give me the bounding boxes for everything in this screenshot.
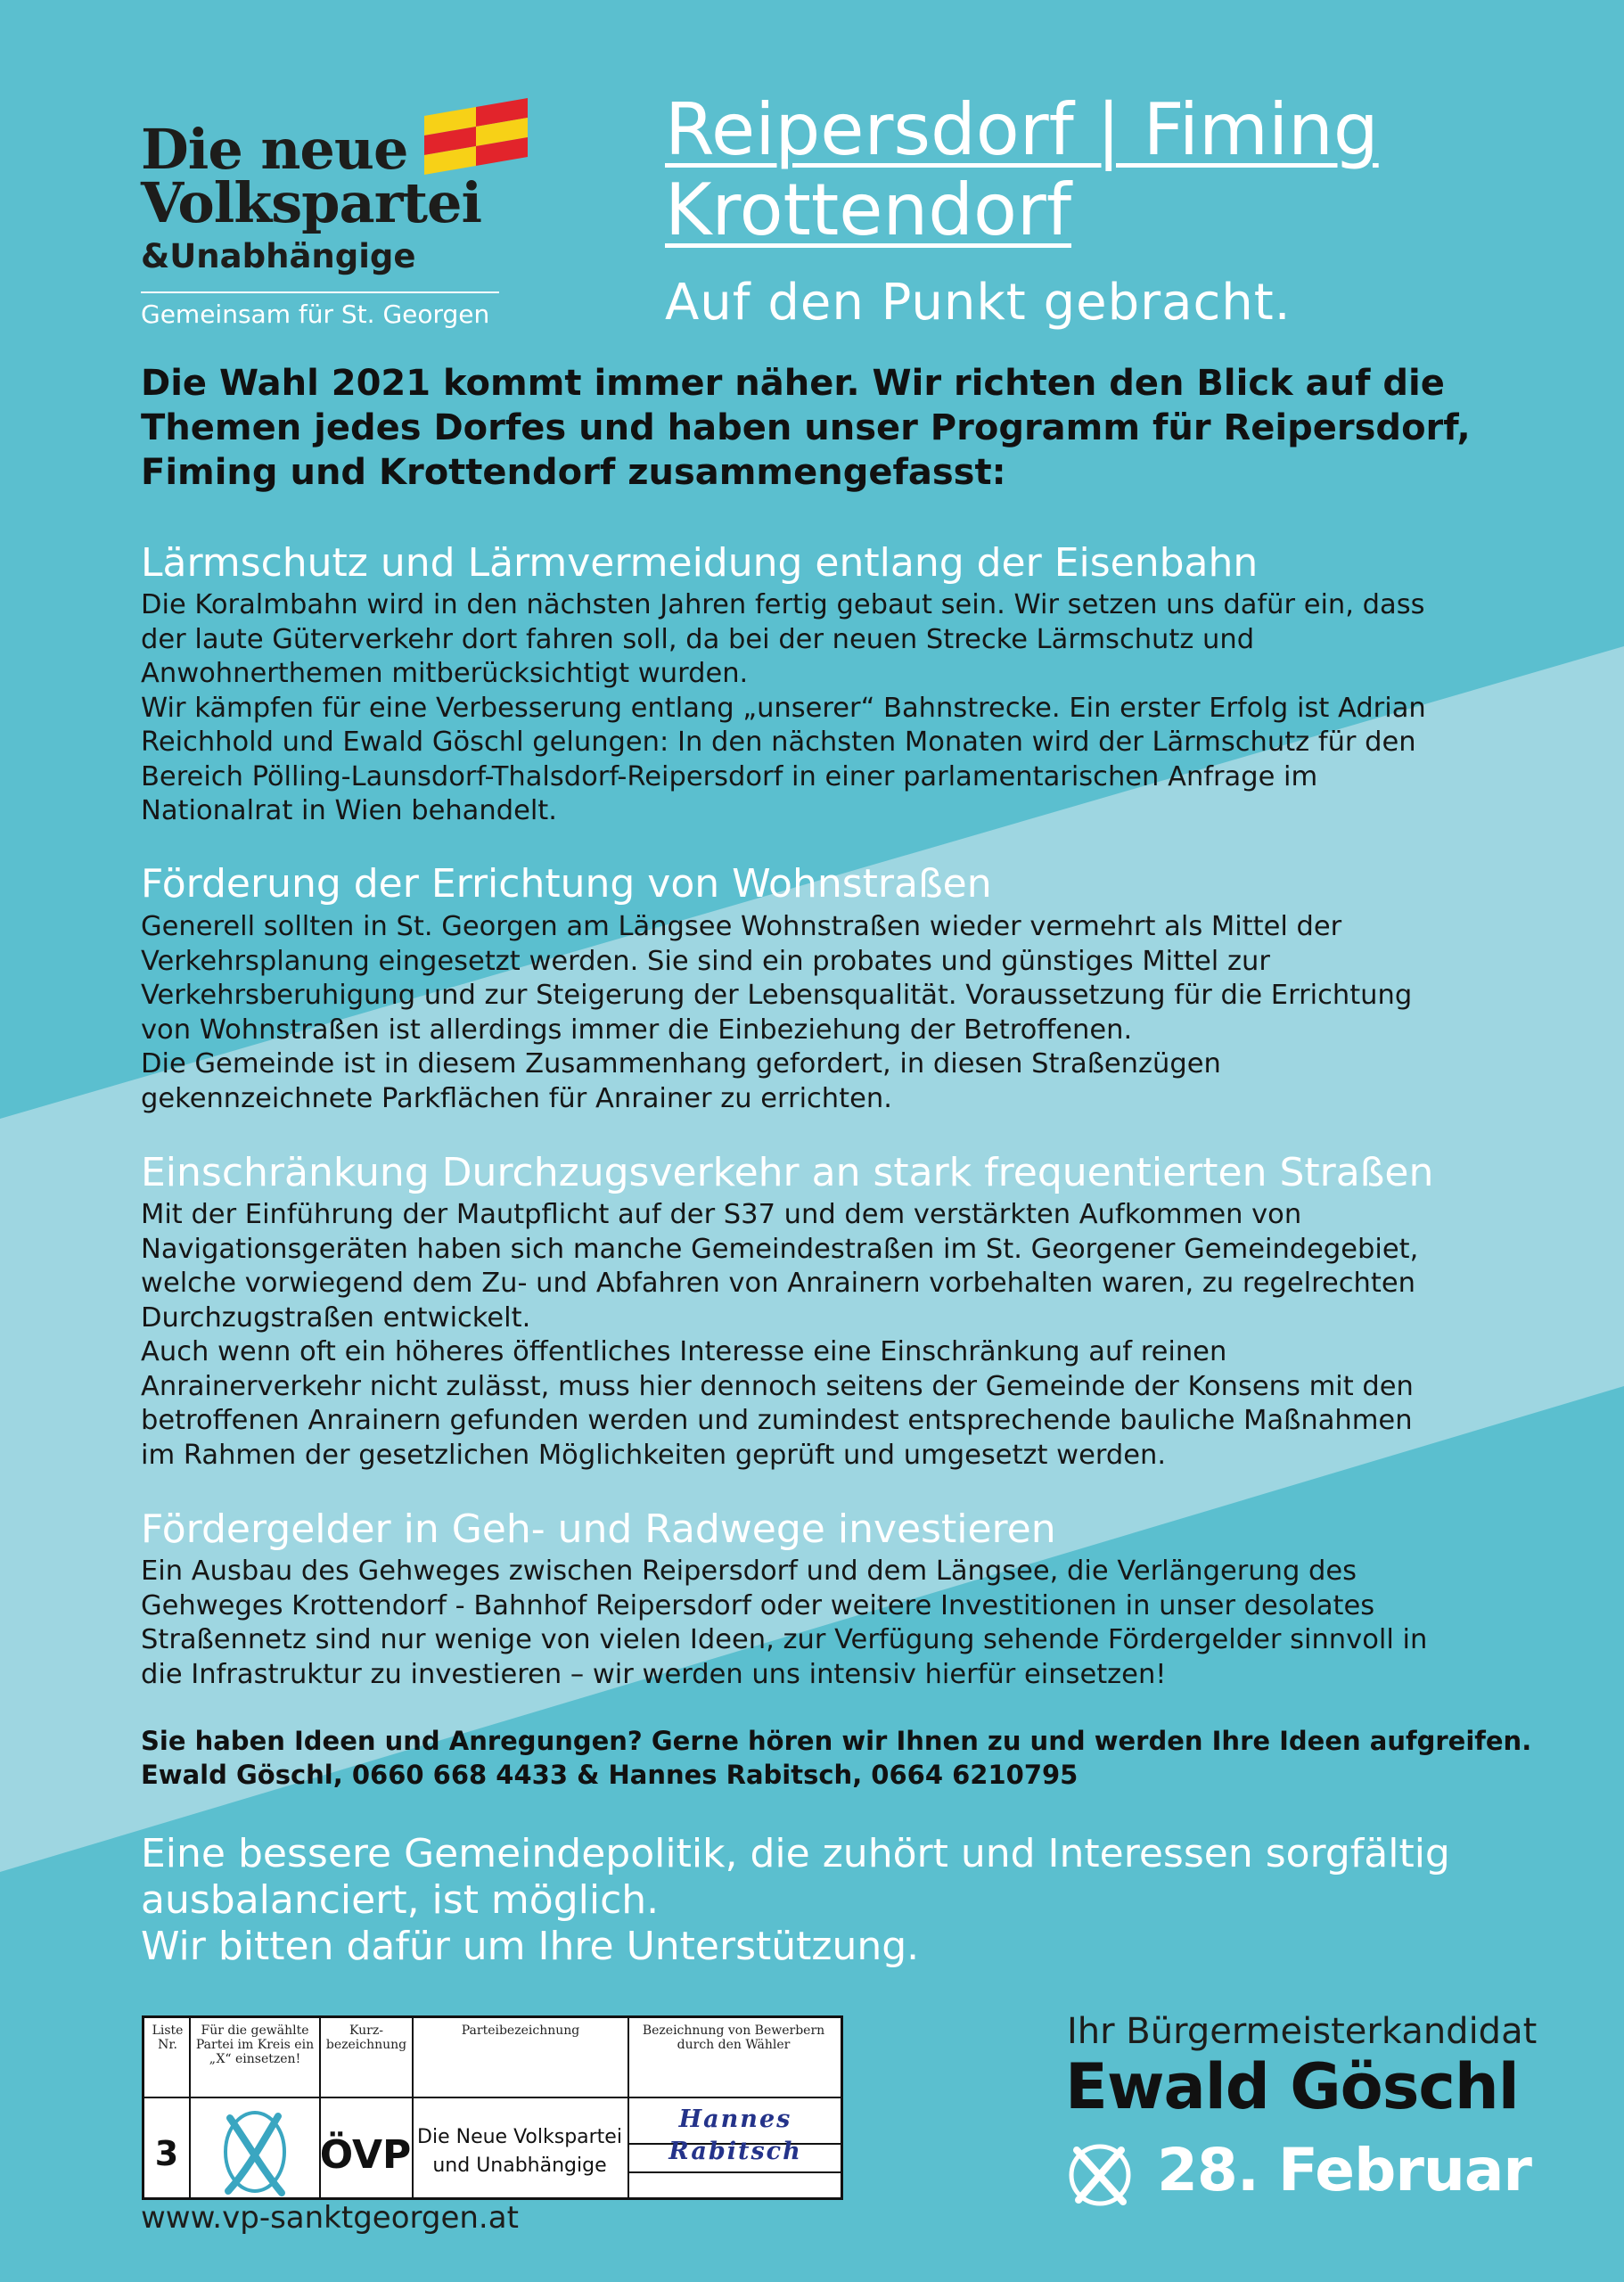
circle-x-vote-icon [1066, 2141, 1134, 2209]
section-heading-durchzugsverkehr: Einschränkung Durchzugsverkehr an stark frequentierten Straßen [141, 1150, 1434, 1195]
ballot-list-number: 3 [154, 2134, 179, 2173]
section-body-wohnstrassen: Generell sollten in St. Georgen am Längsee Wohnstraßen wieder vermehrt als Mittel der Verkehrsplanung eingesetzt werden. Sie sind ein probates und günstiges Mittel zur Verkehrsberuhigung und zur Steigerung der Lebensqualität. Voraussetzung für die Errichtung von Wohnstraßen ist allerdings immer die Einbeziehung der Betroffenen. Die Gemeinde ist in diesem Zusammenhang gefordert, in diesen Straßenzügen gekennzeichnete Parkflächen für Anrainer zu errichten. [141, 911, 1413, 1114]
ballot-party-line2: und Unabhängige [432, 2155, 607, 2177]
section-body-geh-radwege: Ein Ausbau des Gehweges zwischen Reipersdorf und dem Längsee, die Verlängerung des Gehweges Krottendorf - Bahnhof Reipersdorf oder weitere Investitionen in unser desolates Straßennetz sind nur wenige von vielen Ideen, zur Verfügung sehende Fördergelder sinnvoll in die Infrastruktur zu investieren – wir werden uns intensiv hierfür einsetzen! [141, 1556, 1428, 1690]
ballot-written-name1: Hannes [678, 2106, 792, 2133]
section-heading-laermschutz: Lärmschutz und Lärmvermeidung entlang der Eisenbahn [141, 540, 1259, 586]
ballot-header-candidates: Bezeichnung von Bewerbern durch den Wähler [642, 2023, 825, 2052]
logo-text-die-neue: Die neue [141, 117, 408, 182]
ballot-circle-x-icon [217, 2102, 292, 2200]
candidate-name: Ewald Göschl [1065, 2050, 1519, 2123]
ballot-party-line1: Die Neue Volkspartei [417, 2126, 622, 2148]
sample-ballot [142, 2015, 843, 2200]
logo-flag-icon [424, 96, 528, 180]
candidate-label: Ihr Bürgermeisterkandidat [1067, 2011, 1538, 2052]
logo-text-unabhaengige: &Unabhängige [141, 237, 416, 275]
logo-text-volkspartei: Volkspartei [141, 170, 482, 235]
ballot-short-name: ÖVP [319, 2132, 412, 2178]
ballot-header-mark: Für die gewählte Partei im Kreis ein „X“ einsetzen! [195, 2023, 315, 2066]
election-date: 28. Februar [1157, 2136, 1531, 2204]
ballot-header-short-name: Kurz-bezeichnung [325, 2023, 407, 2052]
contact-line2: Ewald Göschl, 0660 668 4433 & Hannes Rabitsch, 0664 6210795 [141, 1760, 1079, 1790]
ballot-header-list-number: Liste Nr. [152, 2023, 184, 2052]
ballot-written-name2: Rabitsch [668, 2138, 802, 2165]
ballot-header-party: Parteibezeichnung [461, 2023, 580, 2038]
header-slogan: Auf den Punkt gebracht. [665, 274, 1292, 332]
header-title-line2: Krottendorf [665, 168, 1071, 251]
header-title-line1: Reipersdorf | Fiming [665, 88, 1379, 171]
section-body-durchzugsverkehr: Mit der Einführung der Mautpflicht auf der S37 und dem verstärkten Aufkommen von Navigationsgeräten haben sich manche Gemeindestraßen im St. Georgener Gemeindegebiet, welche vorwiegend dem Zu- und Abfahren von Anrainern vorbehalten waren, zu regelrechten Durchzugstraßen entwickelt. Auch wenn oft ein höheres öffentliches Interesse eine Einschränkung auf reinen Anrainerverkehr nicht zulässt, muss hier dennoch seitens der Gemeinde der Konsens mit den betroffenen Anrainern gefunden werden und zumindest entsprechende bauliche Maßnahmen im Rahmen der gesetzlichen Möglichkeiten geprüft und umgesetzt werden. [141, 1199, 1419, 1471]
section-heading-wohnstrassen: Förderung der Errichtung von Wohnstraßen [141, 861, 992, 907]
contact-line1: Sie haben Ideen und Anregungen? Gerne hören wir Ihnen zu und werden Ihre Ideen aufgreifen. [141, 1726, 1532, 1756]
intro-text: Die Wahl 2021 kommt immer näher. Wir richten den Blick auf die Themen jedes Dorfes und haben unser Programm für Reipersdorf, Fiming und Krottendorf zusammengefasst: [141, 363, 1471, 493]
logo-tagline: Gemeinsam für St. Georgen [141, 300, 490, 329]
website-url[interactable]: www.vp-sanktgeorgen.at [141, 2200, 519, 2236]
section-heading-geh-radwege: Fördergelder in Geh- und Radwege investieren [141, 1506, 1056, 1552]
closing-statement: Eine bessere Gemeindepolitik, die zuhört und Interessen sorgfältig ausbalanciert, ist möglich. Wir bitten dafür um Ihre Unterstützung. [141, 1831, 1450, 1969]
ballot-party-name [412, 2123, 627, 2180]
section-body-laermschutz: Die Koralmbahn wird in den nächsten Jahren fertig gebaut sein. Wir setzen uns dafür ein, dass der laute Güterverkehr dort fahren soll, da bei der neuen Strecke Lärmschutz und Anwohnerthemen mitberücksichtigt wurden. Wir kämpfen für eine Verbesserung entlang „unserer“ Bahnstrecke. Ein erster Erfolg ist Adrian Reichhold und Ewald Göschl gelungen: In den nächsten Monaten wird der Lärmschutz für den Bereich Pölling-Launsdorf-Thalsdorf-Reipersdorf in einer parlamentarischen Anfrage im Nationalrat in Wien behandelt. [141, 589, 1426, 826]
logo-divider [141, 291, 499, 293]
